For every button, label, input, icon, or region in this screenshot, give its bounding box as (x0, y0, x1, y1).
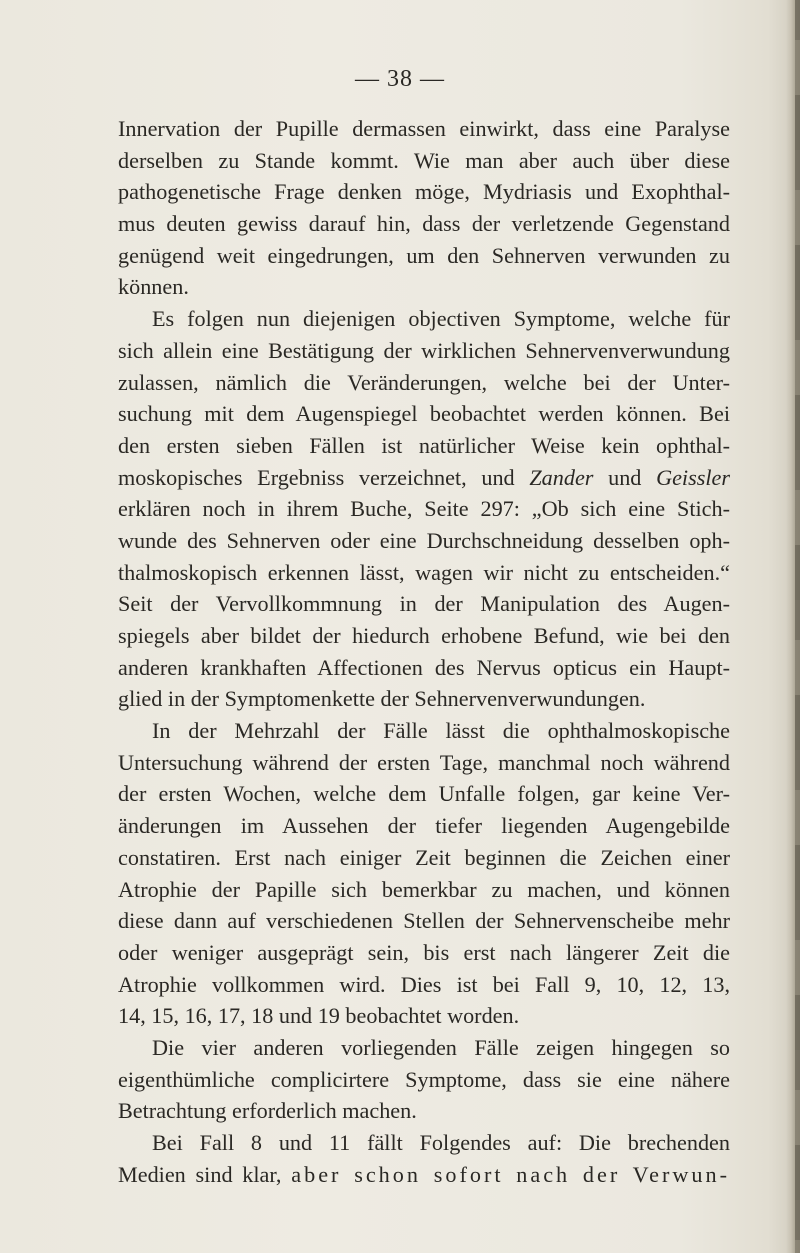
text-line: Atrophie der Papille sich bemerkbar zu machen, und können (118, 876, 730, 902)
binding-edge (795, 0, 800, 1253)
text-fragment: Medien sind klar, (118, 1161, 282, 1187)
spaced-emphasis: aber schon sofort nach der Verwun- (291, 1161, 731, 1187)
text-line: glied in der Symptomenkette der Sehnervenverwundungen. (118, 686, 646, 712)
author-name: Geissler (656, 464, 731, 490)
text-line: zulassen, nämlich die Veränderungen, welche bei der Unter- (118, 369, 730, 395)
text-line: pathogenetische Frage denken möge, Mydriasis und Exophthal- (118, 179, 730, 205)
text-line: diese dann auf verschiedenen Stellen der Sehnervenscheibe mehr (118, 908, 730, 934)
text-line: suchung mit dem Augenspiegel beobachtet werden können. Bei (118, 401, 730, 427)
text-line: In der Mehrzahl der Fälle lässt die ophthalmoskopische (152, 718, 730, 744)
author-name: Zander (529, 464, 594, 490)
text-line: Atrophie vollkommen wird. Dies ist bei Fall 9, 10, 12, 13, (118, 971, 730, 997)
text-line: der ersten Wochen, welche dem Unfalle folgen, gar keine Ver- (118, 781, 730, 807)
text-line: Seit der Vervollkommnung in der Manipulation des Augen- (118, 591, 730, 617)
text-line: constatiren. Erst nach einiger Zeit beginnen die Zeichen einer (118, 844, 730, 870)
text-line: 14, 15, 16, 17, 18 und 19 beobachtet worden. (118, 1003, 520, 1029)
text-line: wunde des Sehnerven oder eine Durchschneidung desselben oph- (118, 527, 730, 553)
text-line: erklären noch in ihrem Buche, Seite 297: „Ob sich eine Stich- (118, 496, 730, 522)
text-line-with-spaced (118, 1159, 730, 1191)
text-line: anderen krankhaften Affectionen des Nervus opticus ein Haupt- (118, 654, 730, 680)
text-line: Die vier anderen vorliegenden Fälle zeigen hingegen so (152, 1034, 730, 1060)
text-line: Es folgen nun diejenigen objectiven Symptome, welche für (152, 306, 730, 332)
text-line: änderungen im Aussehen der tiefer liegenden Augengebilde (118, 813, 730, 839)
text-line-with-authors (118, 462, 730, 494)
text-line: Bei Fall 8 und 11 fällt Folgendes auf: Die brechenden (152, 1130, 730, 1155)
text-line: Untersuchung während der ersten Tage, manchmal noch während (118, 749, 730, 775)
text-line: sich allein eine Bestätigung der wirklichen Sehnervenverwundung (118, 337, 730, 363)
text-line: genügend weit eingedrungen, um den Sehnerven verwunden zu (118, 242, 730, 268)
text-line: derselben zu Stande kommt. Wie man aber auch über diese (118, 147, 730, 173)
text-line: oder weniger ausgeprägt sein, bis erst nach längerer Zeit die (118, 939, 730, 965)
text-line: den ersten sieben Fällen ist natürlicher Weise kein ophthal- (118, 432, 730, 458)
text-line: eigenthümliche complicirtere Symptome, dass sie eine nähere (118, 1066, 730, 1092)
text-line: können. (118, 274, 189, 300)
page-number: — 38 — (355, 66, 445, 92)
text-fragment: moskopisches Ergebniss verzeichnet, und (118, 464, 515, 490)
body-text (118, 113, 730, 1190)
text-line: Innervation der Pupille dermassen einwirkt, dass eine Paralyse (118, 116, 730, 141)
text-line: spiegels aber bildet der hiedurch erhobene Befund, wie bei den (118, 623, 730, 648)
text-fragment: und (608, 464, 642, 490)
text-line: Betrachtung erforderlich machen. (118, 1098, 417, 1124)
text-line: thalmoskopisch erkennen lässt, wagen wir nicht zu entscheiden.“ (118, 559, 730, 585)
text-line: mus deuten gewiss darauf hin, dass der verletzende Gegenstand (118, 211, 730, 237)
